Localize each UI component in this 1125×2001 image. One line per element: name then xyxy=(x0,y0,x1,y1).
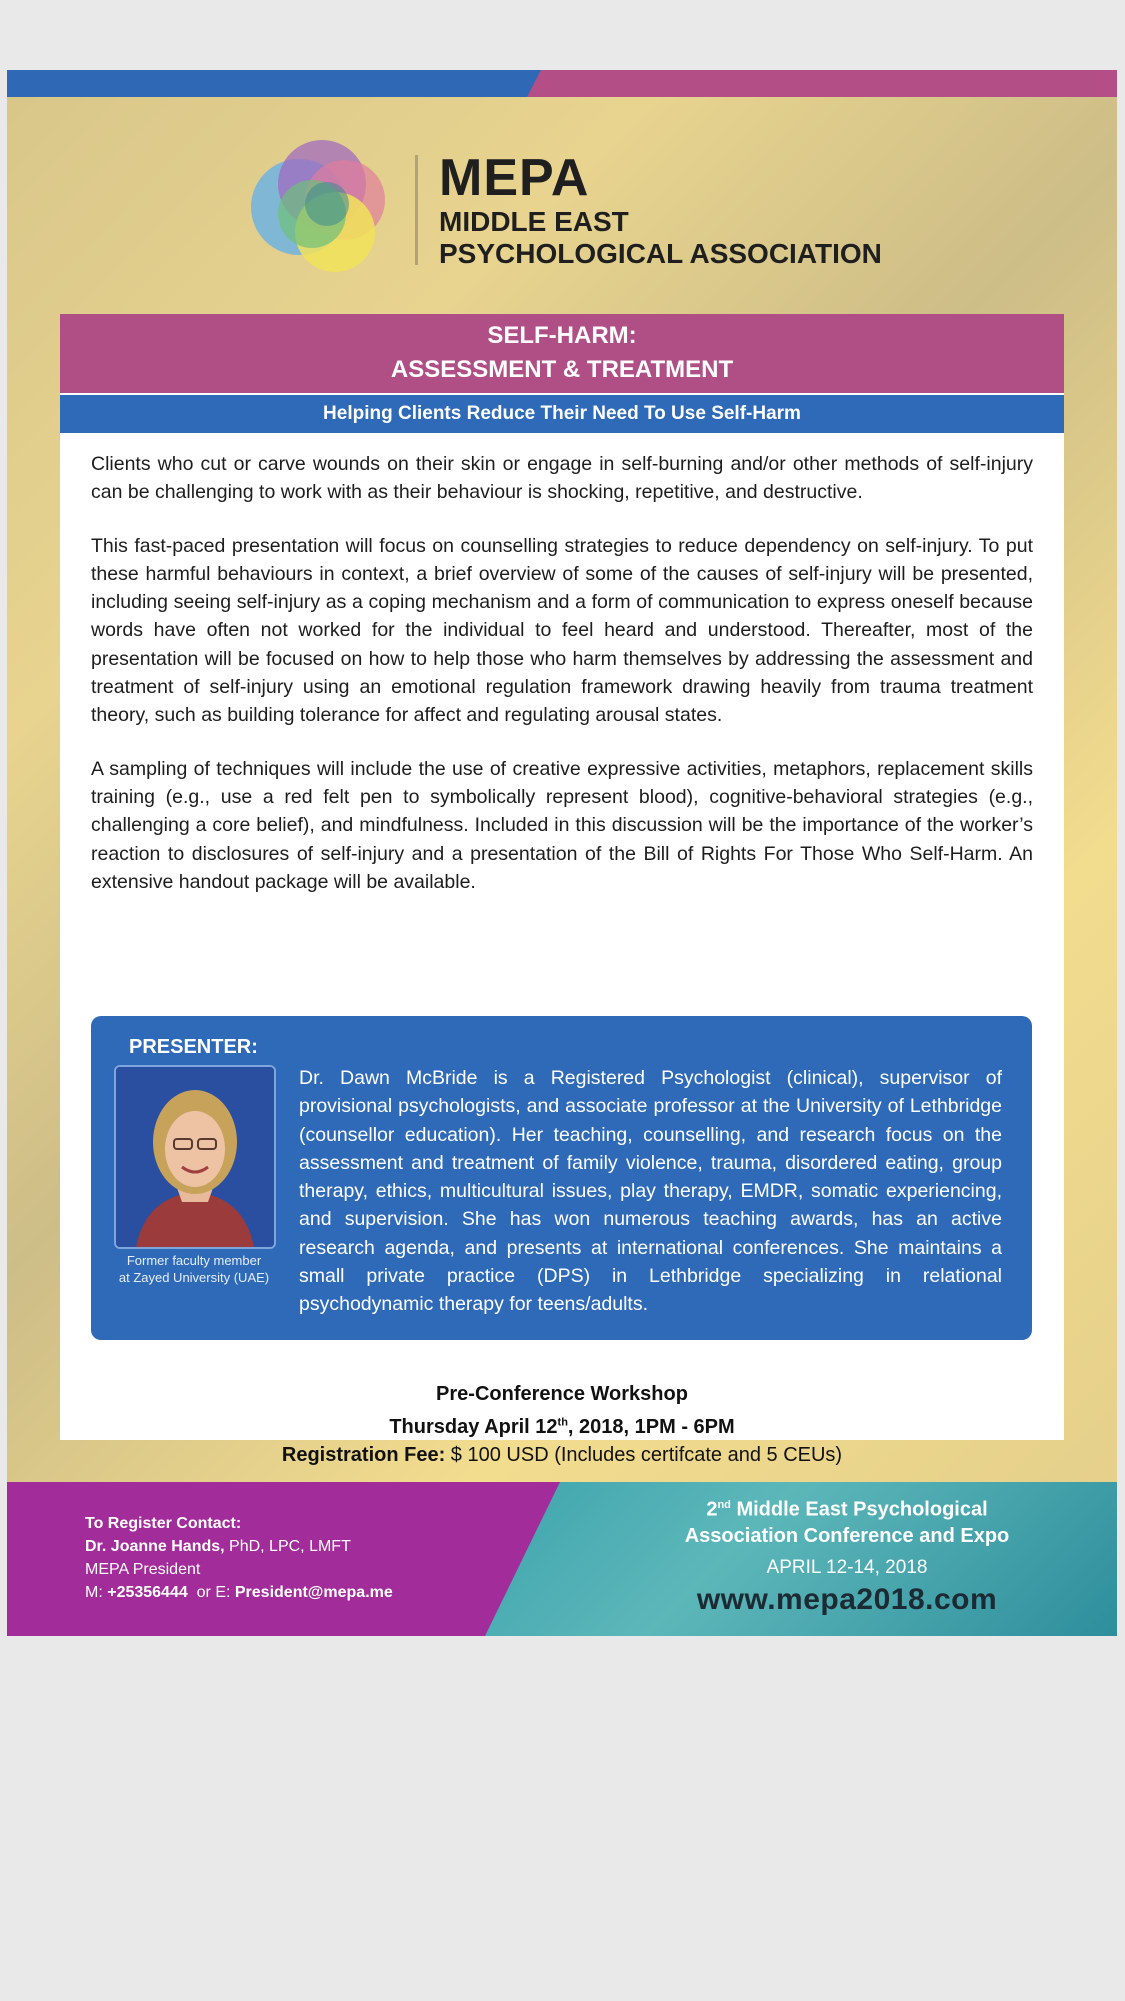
conference-title: 2nd Middle East Psychological xyxy=(706,1498,988,1521)
conference-url: www.mepa2018.com xyxy=(696,1582,998,1616)
brand-wordmark xyxy=(439,150,882,270)
paragraph: This fast-paced presentation will focus on counselling strategies to reduce dependency on self-injury. To put these harmful behaviours in context, a brief overview of some of the causes of self-injury will be presented, including seeing self-injury as a coping mechanism and a form of communication to express oneself because words have often not worked for the individual to feel heard and understood. Thereafter, most of the presentation will be focused on how to help those who harm themselves by addressing the assessment and treatment of self-injury using an emotional regulation framework drawing heavily from trauma treatment theory, such as building tolerance for affect and regulating arousal states. xyxy=(91,534,1033,727)
title-line1: SELF-HARM: xyxy=(487,322,637,349)
registration-fee: Registration Fee: $ 100 USD (Includes certifcate and 5 CEUs) xyxy=(281,1443,843,1466)
presenter-caption: Former faculty member at Zayed University (UAE) xyxy=(118,1253,270,1285)
event-name: Pre-Conference Workshop xyxy=(436,1383,688,1405)
org-abbreviation: MEPA xyxy=(439,149,590,207)
paragraph: Clients who cut or carve wounds on their skin or engage in self-burning and/or other methods of self-injury can be challenging to work with as their behaviour is shocking, repetitive, and destructive. xyxy=(91,453,1033,504)
title-banner xyxy=(60,314,1064,393)
mepa-logo-icon xyxy=(247,132,397,282)
event-details xyxy=(60,1380,1064,1469)
conference-dates: APRIL 12-14, 2018 xyxy=(766,1556,928,1578)
contact-name: Dr. Joanne Hands, xyxy=(85,1538,225,1555)
presenter-photo xyxy=(114,1065,276,1249)
logo-divider xyxy=(415,155,418,265)
org-name-line1: MIDDLE EAST xyxy=(439,206,629,237)
flyer-page xyxy=(7,70,1117,1636)
contact-phone: +25356444 xyxy=(107,1584,188,1601)
footer xyxy=(7,1482,1117,1636)
contact-email: President@mepa.me xyxy=(234,1584,393,1601)
registration-contact: To Register Contact: Dr. Joanne Hands, PhD, LPC, LMFT MEPA President M: +25356444 or E: President@mepa.me xyxy=(85,1515,393,1601)
presenter-box xyxy=(91,1016,1032,1340)
presenter-bio: Dr. Dawn McBride is a Registered Psychologist (clinical), supervisor of provisional psychologists, and associate professor at the University of Lethbridge (counsellor education). Her teaching, counselling, and research focus on the assessment and treatment of family violence, trauma, disordered eating, group therapy, ethics, multicultural issues, play therapy, EMDR, somatic experiencing, and supervision. She has won numerous teaching awards, has an active research agenda, and presents at international conferences. She maintains a small private practice (DPS) in Lethbridge specializing in relational psychodynamic therapy for teens/adults. xyxy=(299,1067,1002,1316)
contact-role: MEPA President xyxy=(85,1561,201,1578)
org-name-line2: PSYCHOLOGICAL ASSOCIATION xyxy=(439,238,882,269)
contact-heading: To Register Contact: xyxy=(85,1515,242,1532)
presenter-label: PRESENTER: xyxy=(129,1036,258,1058)
top-color-bar xyxy=(7,70,1117,97)
conference-info: 2nd Middle East Psychological Association Conference and Expo APRIL 12-14, 2018 www.mepa2018.com xyxy=(637,1492,1057,1617)
subtitle-banner: Helping Clients Reduce Their Need To Use Self-Harm xyxy=(60,395,1064,433)
event-date: Thursday April 12th, 2018, 1PM - 6PM xyxy=(389,1415,735,1438)
content-panel xyxy=(60,314,1064,1466)
title-line2: ASSESSMENT & TREATMENT xyxy=(390,356,734,383)
description xyxy=(91,450,1033,921)
paragraph: A sampling of techniques will include the use of creative expressive activities, metaphors, replacement skills training (e.g., use a red felt pen to symbolically represent blood), cognitive-behavioral strategies (e.g., challenging a core belief), and mindfulness. Included in this discussion will be the importance of the worker’s reaction to disclosures of self-injury and a presentation of the Bill of Rights For Those Who Self-Harm. An extensive handout package will be available. xyxy=(91,757,1033,893)
